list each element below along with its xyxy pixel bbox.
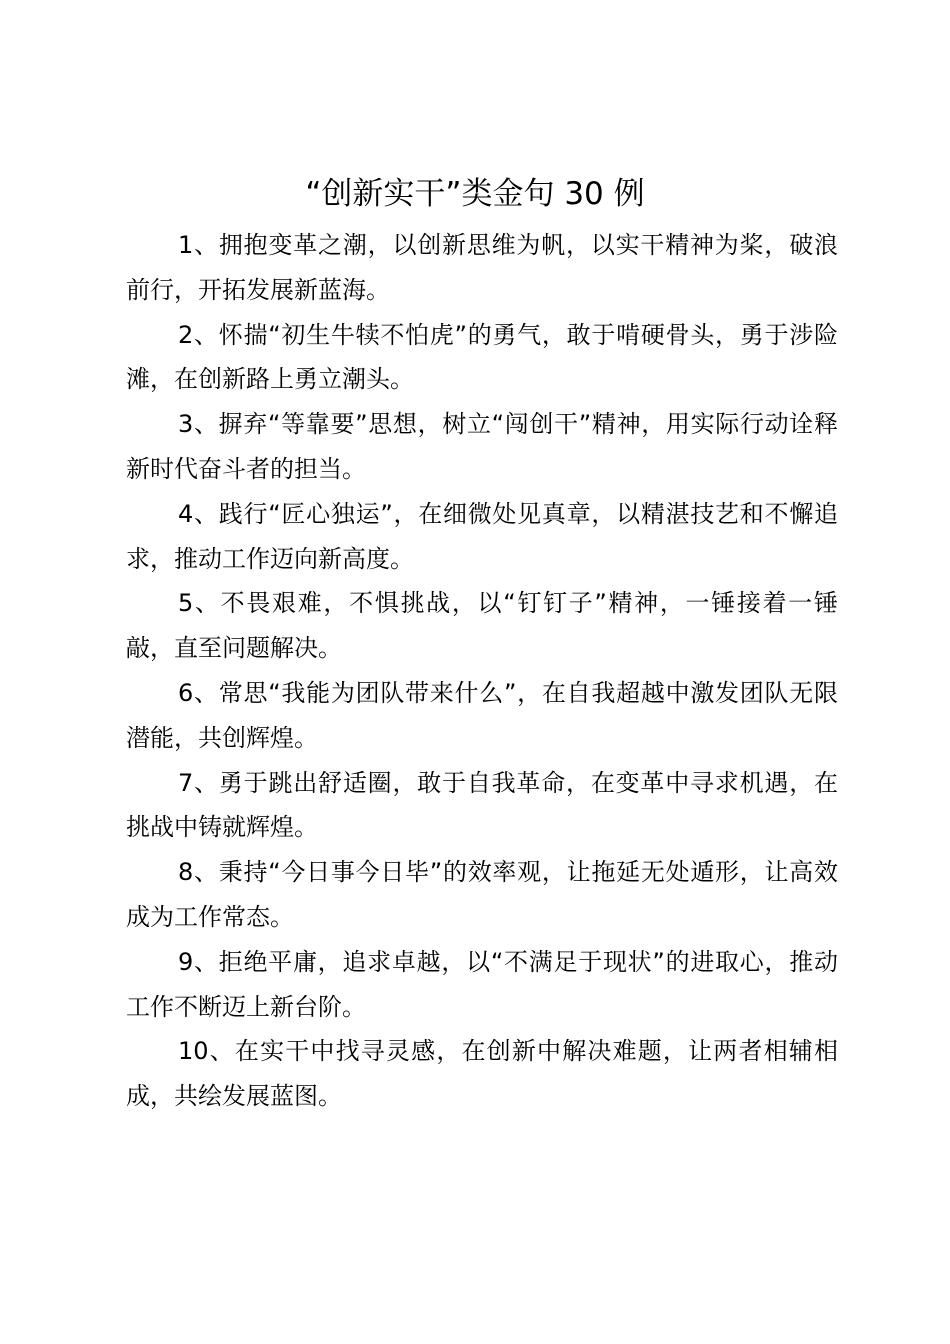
paragraph-3: 3、摒弃“等靠要”思想，树立“闯创干”精神，用实际行动诠释新时代奋斗者的担当。 (126, 410, 838, 483)
document-body (126, 223, 838, 1119)
paragraph-6: 6、常思“我能为团队带来什么”，在自我超越中激发团队无限潜能，共创辉煌。 (126, 678, 838, 752)
document-title: “创新实干”类金句 30 例 (305, 176, 645, 212)
paragraph-4: 4、践行“匠心独运”，在细微处见真章，以精湛技艺和不懈追求，推动工作迈向新高度。 (126, 499, 838, 573)
paragraph-2: 2、怀揣“初生牛犊不怕虎”的勇气，敢于啃硬骨头，勇于涉险滩，在创新路上勇立潮头。 (126, 320, 838, 394)
paragraph-10: 10、在实干中找寻灵感，在创新中解决难题，让两者相辅相成，共绘发展蓝图。 (126, 1037, 838, 1111)
paragraph-1: 1、拥抱变革之潮，以创新思维为帆，以实干精神为桨，破浪前行，开拓发展新蓝海。 (126, 231, 838, 304)
paragraph-9: 9、拒绝平庸，追求卓越，以“不满足于现状”的进取心，推动工作不断迈上新台阶。 (126, 947, 838, 1021)
paragraph-7: 7、勇于跳出舒适圈，敢于自我革命，在变革中寻求机遇，在挑战中铸就辉煌。 (126, 768, 838, 842)
paragraph-8: 8、秉持“今日事今日毕”的效率观，让拖延无处遁形，让高效成为工作常态。 (126, 858, 838, 931)
paragraph-5: 5、不畏艰难，不惧挑战，以“钉钉子”精神，一锤接着一锤敲，直至问题解决。 (126, 589, 838, 663)
